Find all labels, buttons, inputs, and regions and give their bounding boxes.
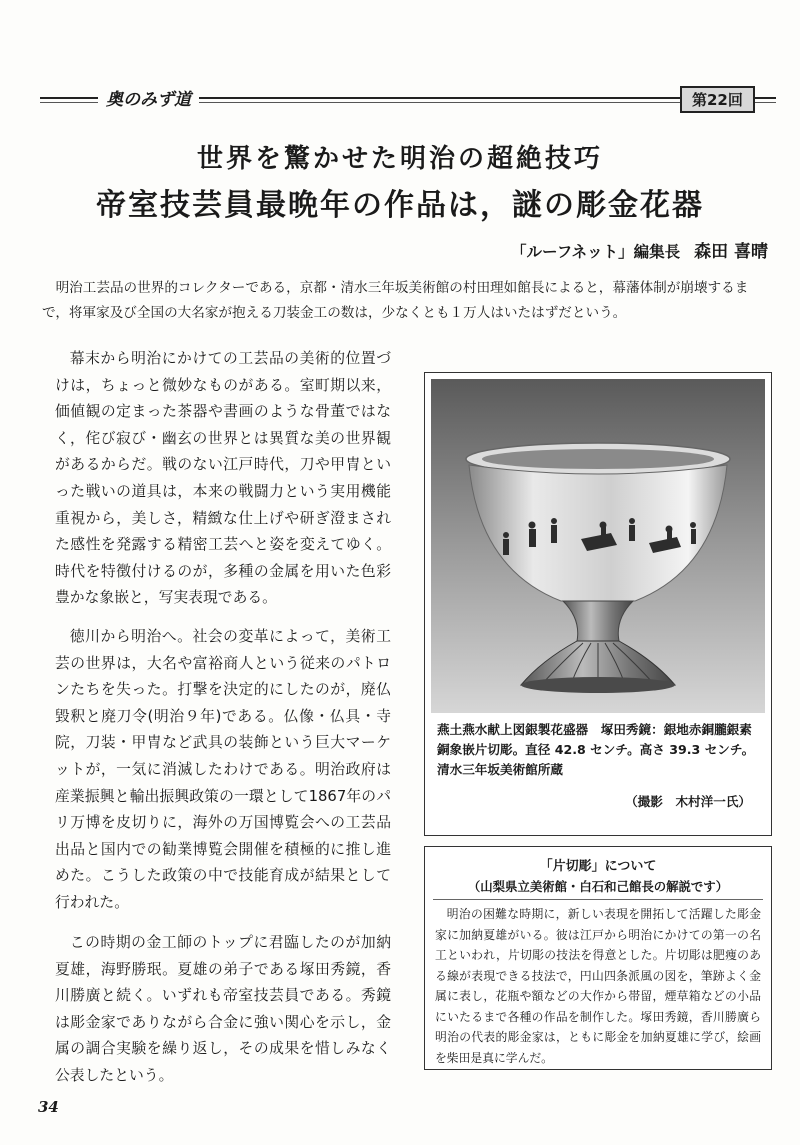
photo-credit: （撮影 木村洋一氏）	[625, 794, 751, 809]
page-number: 34	[38, 1098, 59, 1116]
body-paragraph: 幕末から明治にかけての工芸品の美術的位置づけは，ちょっと微妙なものがある。室町期以来，価値観の定まった茶器や書画のような骨董ではなく，侘び寂び・幽玄の世界とは異質な美の世界観があるからだ。戦のない江戸時代，刀や甲冑といった戦いの道具は，本来の戦闘力という実用機能重視から，美しさ，精緻な仕上げや研ぎ澄まされた感性を発露する精密工芸へと姿を変えてゆく。時代を特徴付けるのが，多種の金属を用いた色彩豊かな象嵌と，写実表現である。	[55, 350, 391, 607]
issue-badge: 第22回	[680, 86, 755, 113]
article-title-line2: 帝室技芸員最晩年の作品は，謎の彫金花器	[96, 188, 704, 223]
body-paragraph: 徳川から明治へ。社会の変革によって，美術工芸の世界は，大名や富裕商人という従来のパトロンたちを失った。打撃を決定的にしたのが，廃仏毀釈と廃刀令(明治９年)である。仏像・仏具・寺院，刀装・甲冑など武具の装飾という巨大マーケットが，一気に消滅したわけである。明治政府は産業振興と輸出振興政策の一環として1867年のパリ万博を皮切りに，海外の万国博覧会への工芸品出品と国内での勧業博覧会開催を積極的に推し進めた。こうした政策の中で技能育成が結果として行われた。	[55, 628, 391, 911]
series-header	[40, 88, 776, 110]
note-body: 明治の困難な時期に，新しい表現を開拓して活躍した彫金家に加納夏雄がいる。彼は江戸から明治にかけての第一の名工といわれ，片切彫の技法を得意とした。片切彫は肥痩のある線が表現できる技法で，円山四条派風の図を，筆跡よく金属に表し，花瓶や額などの大作から帯留，煙草箱などの小品にいたるまで各種の作品を制作した。塚田秀鏡，香川勝廣ら明治の代表的彫金家は，ともに彫金を加納夏雄に学び，絵画を柴田是真に学んだ。	[435, 907, 761, 1065]
note-subtitle: （山梨県立美術館・白石和己館長の解説です）	[467, 879, 729, 894]
figure-caption: 燕土燕水献上図銀製花盛器 塚田秀鏡：銀地赤銅朧銀素銅象嵌片切彫。直径 42.8 センチ。高さ 39.3 センチ。清水三年坂美術館所蔵	[437, 722, 755, 777]
byline-author: 森田 喜晴	[694, 242, 768, 262]
figure-box	[424, 372, 772, 836]
byline-affiliation: 「ルーフネット」編集長	[510, 243, 681, 261]
sidebar-note	[424, 846, 772, 1070]
note-title: 「片切彫」について	[539, 859, 657, 874]
byline	[511, 237, 768, 262]
article-title-line1: 世界を驚かせた明治の超絶技巧	[196, 144, 603, 174]
lead-paragraph: 明治工芸品の世界的コレクターである，京都・清水三年坂美術館の村田理如館長によると，幕藩体制が崩壊するまで，将軍家及び全国の大名家が抱える刀装金工の数は，少なくとも１万人はいたはずだという。	[42, 280, 749, 321]
note-divider	[433, 899, 763, 900]
series-name: 奥のみず道	[98, 85, 199, 110]
body-paragraph: この時期の金工師のトップに君臨したのが加納夏雄，海野勝珉。夏雄の弟子である塚田秀鏡，香川勝廣と続く。いずれも帝室技芸員である。秀鏡は彫金家でありながら合金に強い関心を示し，金属の調合実験を繰り返し，その成果を惜しみなく公表したという。	[55, 934, 391, 1084]
silver-flower-vessel-photo	[431, 379, 765, 713]
